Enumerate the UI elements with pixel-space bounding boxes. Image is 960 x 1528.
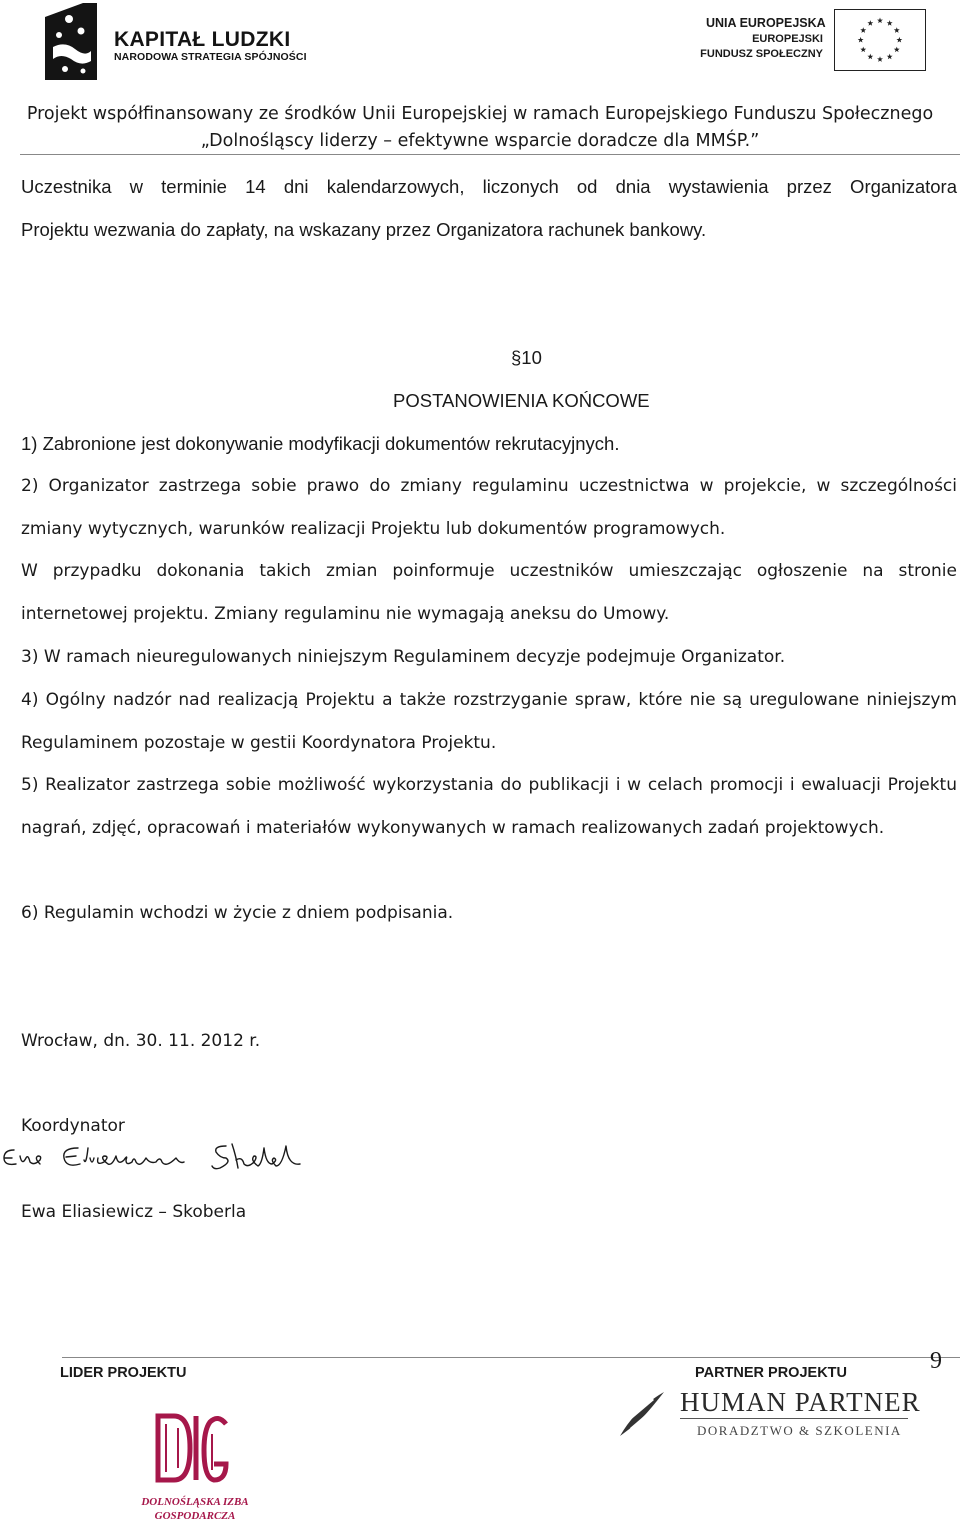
eu-star-icon [877,18,883,24]
eu-flag-icon [834,9,926,71]
eu-star-icon [887,20,893,26]
eu-star-icon [858,37,864,43]
continuation-line-1: Uczestnika w terminie 14 dni kalendarzowych, liczonych od dnia wystawienia przez Organizatora [21,176,957,197]
eu-star-icon [867,54,873,60]
section-title: POSTANOWIENIA KOŃCOWE [393,390,650,411]
project-funding-line: Projekt współfinansowany ze środków Unii Europejskiej w ramach Europejskiego Funduszu Społecznego [26,104,934,124]
kapital-ludzki-logo [45,3,97,80]
provision-item-2-continued: W przypadku dokonania takich zmian poinformuje uczestników umieszczając ogłoszenie na stronie internetowej projektu. Zmiany regulaminu nie wymagają aneksu do Umowy. [21,561,957,624]
kapital-ludzki-subtitle: NARODOWA STRATEGIA SPÓJNOŚCI [114,51,307,63]
section-number: §10 [511,347,542,368]
page-number: 9 [930,1348,942,1374]
provision-item-3: 3) W ramach nieuregulowanych niniejszym Regulaminem decyzje podejmuje Organizator. [21,647,786,667]
eu-star-icon [894,47,900,53]
eu-star-icon [867,20,873,26]
partner-label: PARTNER PROJEKTU [695,1365,847,1381]
provision-item-4: 4) Ogólny nadzór nad realizacją Projektu a także rozstrzyganie spraw, które nie są uregulowane niniejszym Regulaminem pozostaje w gestii Koordynatora Projektu. [21,690,957,753]
handwritten-signature [0,1138,310,1178]
coordinator-label: Koordynator [21,1116,125,1136]
eu-logo-line2: EUROPEJSKI [752,33,823,45]
eu-star-icon [860,47,866,53]
provision-item-2: 2) Organizator zastrzega sobie prawo do zmiany regulaminu uczestnictwa w projekcie, w szczególności zmiany wytycznych, warunków realizacji Projektu lub dokumentów programowych. [21,476,957,539]
eu-star-icon [860,27,866,33]
dig-chamber-logo-icon [152,1404,232,1484]
human-partner-tagline: DORADZTWO & SZKOLENIA [697,1423,902,1438]
eu-star-icon [887,54,893,60]
eu-star-icon [894,27,900,33]
provision-item-1: 1) Zabronione jest dokonywanie modyfikacji dokumentów rekrutacyjnych. [21,433,620,454]
dig-name-line2: GOSPODARCZA [154,1510,236,1522]
header-divider [20,154,960,155]
kapital-ludzki-title: KAPITAŁ LUDZKI [114,28,291,51]
eu-logo-line3: FUNDUSZ SPOŁECZNY [700,48,823,60]
eu-star-icon [877,56,883,62]
footer-divider [62,1357,960,1358]
place-and-date: Wrocław, dn. 30. 11. 2012 r. [21,1031,261,1051]
human-partner-logo-icon [616,1388,668,1440]
dig-name-line1: DOLNOŚLĄSKA IZBA [141,1496,249,1508]
eu-logo-line1: UNIA EUROPEJSKA [706,16,826,30]
human-partner-rule [680,1418,908,1419]
continuation-line-2: Projektu wezwania do zapłaty, na wskazany przez Organizatora rachunek bankowy. [21,219,707,240]
coordinator-name: Ewa Eliasiewicz – Skoberla [21,1202,247,1222]
human-partner-name: HUMAN PARTNER [680,1387,921,1417]
project-title-line: „Dolnośląscy liderzy – efektywne wsparcie doradcze dla MMŚP.” [200,131,760,151]
eu-star-icon [896,37,902,43]
provision-item-6: 6) Regulamin wchodzi w życie z dniem podpisania. [21,903,454,923]
provision-item-5: 5) Realizator zastrzega sobie możliwość wykorzystania do publikacji i w celach promocji i ewaluacji Projektu nagrań, zdjęć, opracowań i materiałów wykonywanych w ramach realizowanych zadań projektowych. [21,775,957,838]
leader-label: LIDER PROJEKTU [60,1365,187,1381]
